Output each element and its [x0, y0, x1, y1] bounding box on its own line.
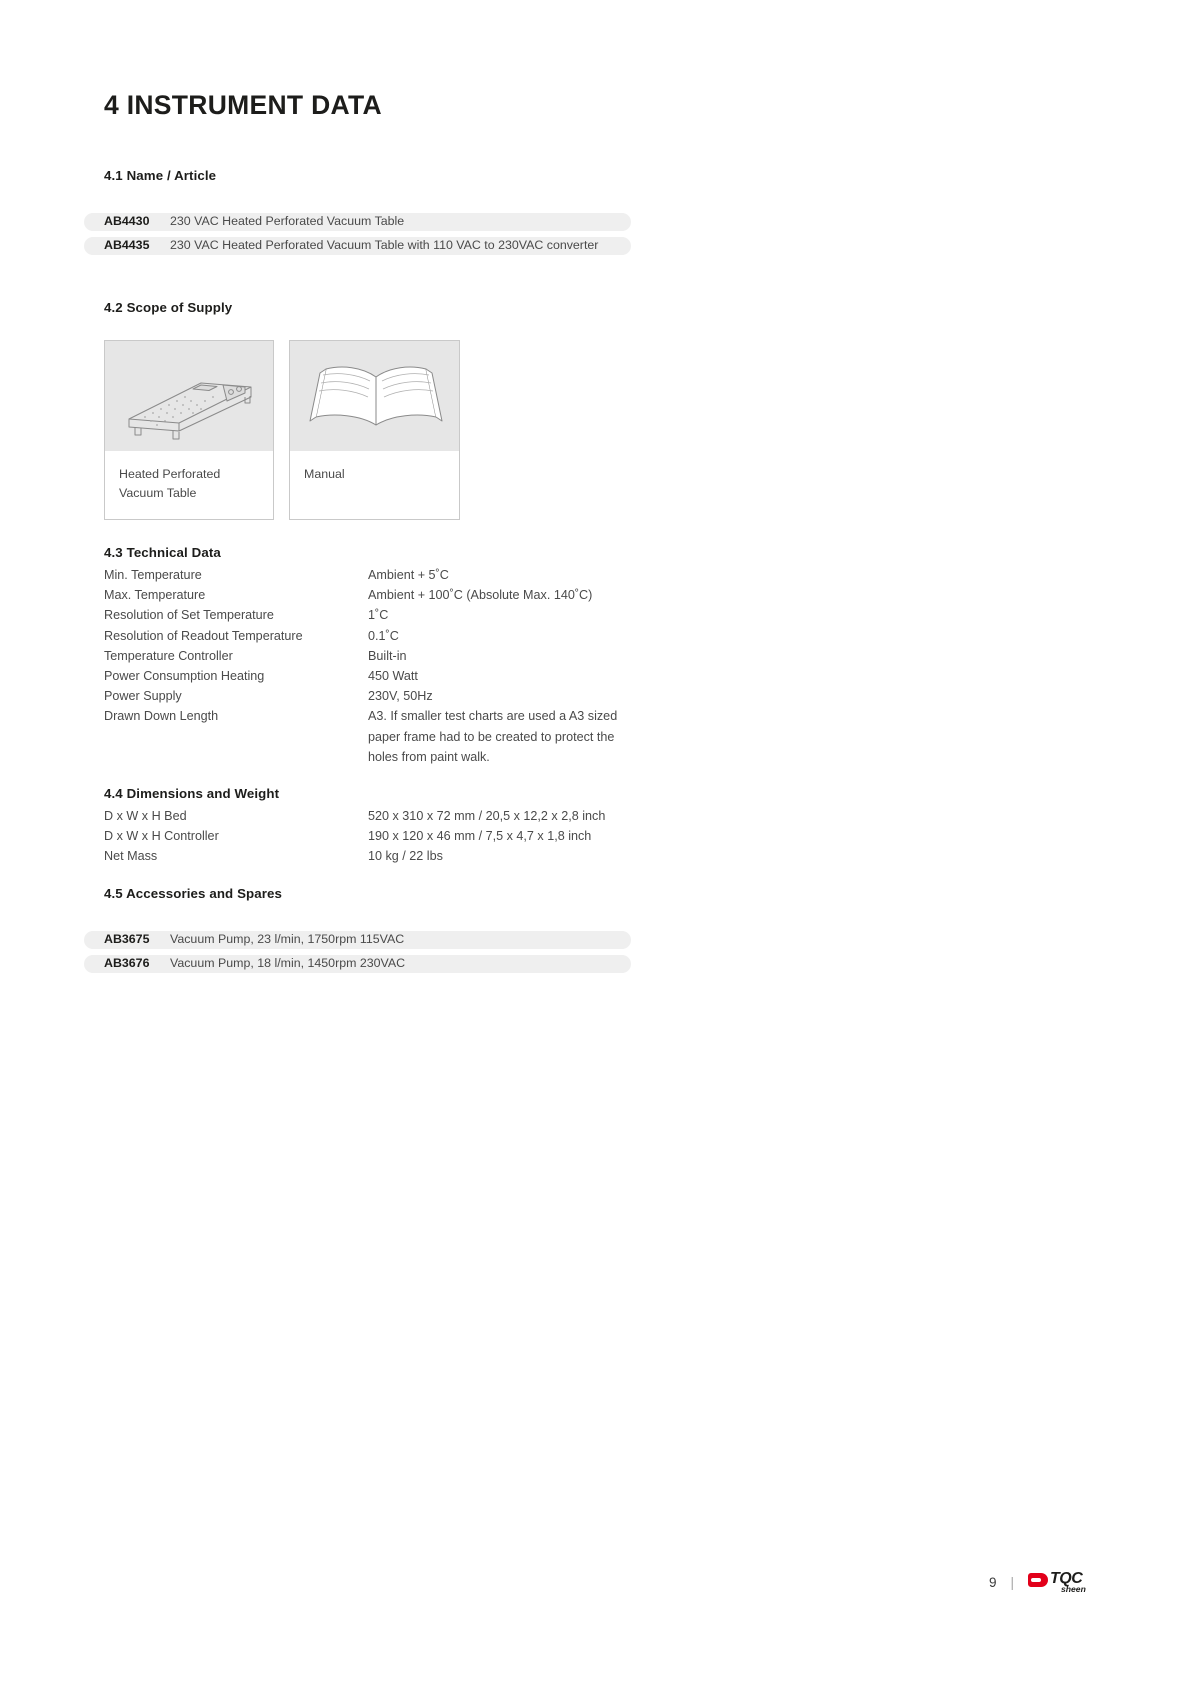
- scope-of-supply-cards: [104, 340, 460, 520]
- spec-value: Ambient + 5˚C: [368, 568, 449, 582]
- spec-key: Power Consumption Heating: [104, 669, 265, 684]
- spec-row: [104, 585, 704, 605]
- article-row: [104, 237, 631, 255]
- open-book-illustration: [290, 341, 459, 451]
- spec-row: [104, 806, 704, 826]
- logo-subname: sheen: [1061, 1584, 1086, 1594]
- article-row: [104, 213, 631, 231]
- spec-row: [104, 646, 704, 666]
- section-heading-scope-of-supply: 4.2 Scope of Supply: [104, 300, 233, 315]
- article-description: 230 VAC Heated Perforated Vacuum Table: [170, 214, 405, 228]
- spec-key: D x W x H Bed: [104, 809, 187, 823]
- accessory-description: Vacuum Pump, 18 l/min, 1450rpm 230VAC: [170, 956, 406, 970]
- footer-separator: |: [1010, 1574, 1014, 1590]
- article-description: 230 VAC Heated Perforated Vacuum Table with 110 VAC to 230VAC converter: [170, 238, 599, 252]
- accessory-description: Vacuum Pump, 23 l/min, 1750rpm 115VAC: [170, 932, 405, 946]
- vacuum-table-illustration: [105, 341, 273, 451]
- spec-key: Power Supply: [104, 689, 182, 704]
- technical-data-table: [104, 565, 704, 767]
- accessory-code: AB3676: [104, 956, 150, 970]
- spec-value: 450 Watt: [368, 669, 418, 684]
- spec-value: 1˚C: [368, 608, 389, 623]
- spec-key: Net Mass: [104, 849, 158, 864]
- spec-value: 230V, 50Hz: [368, 689, 433, 704]
- article-code: AB4435: [104, 238, 150, 252]
- page-footer: [989, 1569, 1104, 1595]
- scope-card-label: Manual: [304, 467, 345, 481]
- spec-row: [104, 605, 704, 625]
- accessory-row: [104, 931, 631, 949]
- spec-key: Max. Temperature: [104, 588, 206, 603]
- spec-key: Drawn Down Length: [104, 709, 219, 724]
- spec-key: Min. Temperature: [104, 568, 202, 582]
- scope-card-label: Heated Perforated Vacuum Table: [119, 467, 221, 501]
- section-heading-dimensions-weight: 4.4 Dimensions and Weight: [104, 786, 280, 801]
- section-heading-technical-data: 4.3 Technical Data: [104, 545, 221, 560]
- spec-value: 520 x 310 x 72 mm / 20,5 x 12,2 x 2,8 inch: [368, 809, 606, 823]
- spec-row: [104, 686, 704, 706]
- spec-row: [104, 826, 704, 846]
- scope-card-vacuum-table: [104, 340, 274, 520]
- page-number: 9: [988, 1574, 997, 1590]
- accessories-list: [104, 931, 631, 979]
- spec-key: Temperature Controller: [104, 648, 233, 663]
- accessory-row: [104, 955, 631, 973]
- spec-value: Ambient + 100˚C (Absolute Max. 140˚C): [368, 588, 593, 603]
- page-title: 4 INSTRUMENT DATA: [104, 90, 382, 120]
- spec-value: 10 kg / 22 lbs: [368, 849, 443, 864]
- spec-row: [104, 565, 704, 585]
- section-heading-accessories-spares: 4.5 Accessories and Spares: [104, 886, 283, 901]
- spec-value: Built-in: [368, 648, 407, 663]
- spec-row: [104, 846, 704, 866]
- logo-name: TQC: [1050, 1570, 1083, 1587]
- logo-mark-icon: [1028, 1573, 1048, 1587]
- spec-value: 190 x 120 x 46 mm / 7,5 x 4,7 x 1,8 inch: [368, 829, 592, 844]
- spec-key: Resolution of Set Temperature: [104, 608, 274, 623]
- spec-row: [104, 626, 704, 646]
- article-code: AB4430: [104, 214, 150, 228]
- spec-key: D x W x H Controller: [104, 829, 219, 844]
- spec-value: A3. If smaller test charts are used a A3 sized paper frame had to be created to protect the holes from paint walk.: [368, 709, 618, 764]
- article-list: [104, 213, 631, 261]
- scope-card-manual: [289, 340, 460, 520]
- tqc-sheen-logo: [1028, 1569, 1104, 1595]
- dimensions-weight-table: [104, 806, 704, 867]
- spec-key: Resolution of Readout Temperature: [104, 628, 303, 643]
- spec-row: [104, 666, 704, 686]
- spec-row: [104, 706, 704, 767]
- section-heading-name-article: 4.1 Name / Article: [104, 168, 217, 183]
- spec-value: 0.1˚C: [368, 628, 399, 643]
- accessory-code: AB3675: [104, 932, 150, 946]
